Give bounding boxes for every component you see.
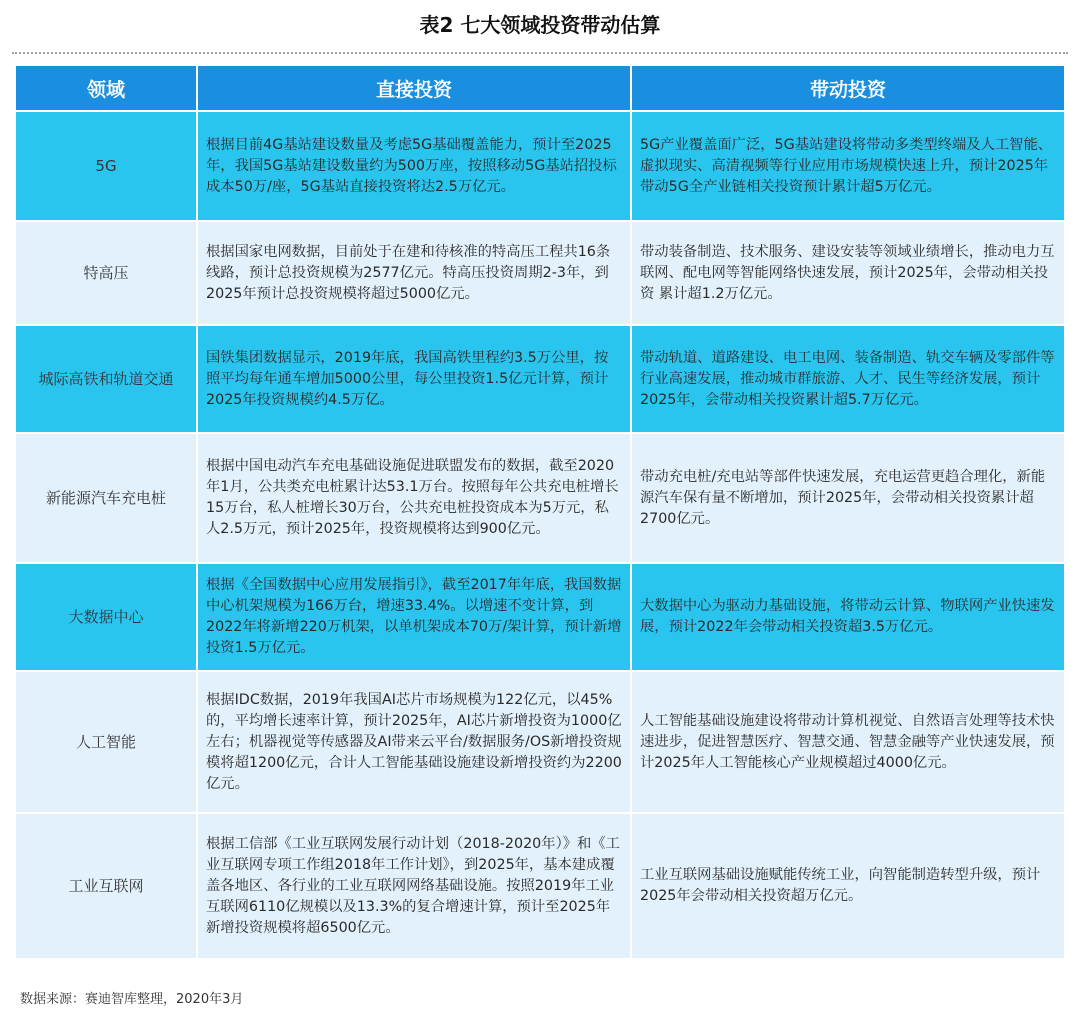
table-row — [15, 111, 1065, 221]
domain-cell: 人工智能 — [15, 671, 197, 813]
direct-investment-cell: 根据工信部《工业互联网发展行动计划（2018-2020年）》和《工业互联网专项工作组2018年工作计划》，到2025年，基本建成覆盖各地区、各行业的工业互联网网络基础设施。按照2019年工业互联网6110亿规模以及13.3%的复合增速计算，预计至2025年新增投资规模将超6500亿元。 — [197, 813, 631, 959]
direct-investment-cell: 根据IDC数据，2019年我国AI芯片市场规模为122亿元，以45%的，平均增长速率计算，预计2025年，AI芯片新增投资为1000亿左右；机器视觉等传感器及AI带来云平台/数据服务/OS新增投资规模将超1200亿元，合计人工智能基础设施建设新增投资约为2200亿元。 — [197, 671, 631, 813]
table-title: 表2 七大领域投资带动估算 — [419, 13, 661, 37]
driven-investment-cell: 人工智能基础设施建设将带动计算机视觉、自然语言处理等技术快速进步，促进智慧医疗、智慧交通、智慧金融等产业快速发展，预计2025年人工智能核心产业规模超过4000亿元。 — [631, 671, 1065, 813]
table-row — [15, 221, 1065, 325]
table-row — [15, 671, 1065, 813]
driven-investment-cell: 带动轨道、道路建设、电工电网、装备制造、轨交车辆及零部件等行业高速发展，推动城市群旅游、人才、民生等经济发展，预计2025年，会带动相关投资累计超5.7万亿元。 — [631, 325, 1065, 433]
dotted-divider — [12, 52, 1068, 54]
driven-investment-cell: 带动充电桩/充电站等部件快速发展，充电运营更趋合理化，新能源汽车保有量不断增加，预计2025年，会带动相关投资累计超2700亿元。 — [631, 433, 1065, 563]
domain-cell: 大数据中心 — [15, 563, 197, 671]
driven-investment-cell: 带动装备制造、技术服务、建设安装等领域业绩增长，推动电力互联网、配电网等智能网络快速发展，预计2025年，会带动相关投资 累计超1.2万亿元。 — [631, 221, 1065, 325]
table-row — [15, 325, 1065, 433]
direct-investment-cell: 根据《全国数据中心应用发展指引》，截至2017年年底，我国数据中心机架规模为166万台，增速33.4%。以增速不变计算，到2022年将新增220万机架，以单机架成本70万/架计算，预计新增投资1.5万亿元。 — [197, 563, 631, 671]
driven-investment-cell: 工业互联网基础设施赋能传统工业，向智能制造转型升级，预计2025年会带动相关投资超万亿元。 — [631, 813, 1065, 959]
table-row — [15, 563, 1065, 671]
domain-cell: 特高压 — [15, 221, 197, 325]
data-source-note: 数据来源：赛迪智库整理，2020年3月 — [20, 992, 244, 1007]
investment-table — [14, 64, 1066, 960]
domain-cell: 城际高铁和轨道交通 — [15, 325, 197, 433]
direct-investment-cell: 国铁集团数据显示，2019年底，我国高铁里程约3.5万公里，按照平均每年通车增加5000公里，每公里投资1.5亿元计算，预计2025年投资规模约4.5万亿。 — [197, 325, 631, 433]
header-domain: 领域 — [15, 65, 197, 111]
domain-cell: 工业互联网 — [15, 813, 197, 959]
direct-investment-cell: 根据目前4G基站建设数量及考虑5G基础覆盖能力，预计至2025年，我国5G基站建设数量约为500万座，按照移动5G基站招投标成本50万/座，5G基站直接投资将达2.5万亿元。 — [197, 111, 631, 221]
table-row — [15, 433, 1065, 563]
table-row — [15, 813, 1065, 959]
direct-investment-cell: 根据国家电网数据，目前处于在建和待核准的特高压工程共16条线路，预计总投资规模为2577亿元。特高压投资周期2-3年，到2025年预计总投资规模将超过5000亿元。 — [197, 221, 631, 325]
domain-cell: 5G — [15, 111, 197, 221]
direct-investment-cell: 根据中国电动汽车充电基础设施促进联盟发布的数据，截至2020年1月，公共类充电桩累计达53.1万台。按照每年公共充电桩增长15万台，私人桩增长30万台，公共充电桩投资成本为5万元，私人2.5万元，预计2025年，投资规模将达到900亿元。 — [197, 433, 631, 563]
driven-investment-cell: 大数据中心为驱动力基础设施，将带动云计算、物联网产业快速发展，预计2022年会带动相关投资超3.5万亿元。 — [631, 563, 1065, 671]
driven-investment-cell: 5G产业覆盖面广泛，5G基站建设将带动多类型终端及人工智能、虚拟现实、高清视频等行业应用市场规模快速上升，预计2025年带动5G全产业链相关投资预计累计超5万亿元。 — [631, 111, 1065, 221]
header-direct-investment: 直接投资 — [197, 65, 631, 111]
watermark — [888, 964, 1020, 1000]
header-row — [15, 65, 1065, 111]
header-driven-investment: 带动投资 — [631, 65, 1065, 111]
watermark-text: 工信头条 — [932, 971, 1021, 997]
domain-cell: 新能源汽车充电桩 — [15, 433, 197, 563]
wechat-icon — [888, 964, 924, 1000]
